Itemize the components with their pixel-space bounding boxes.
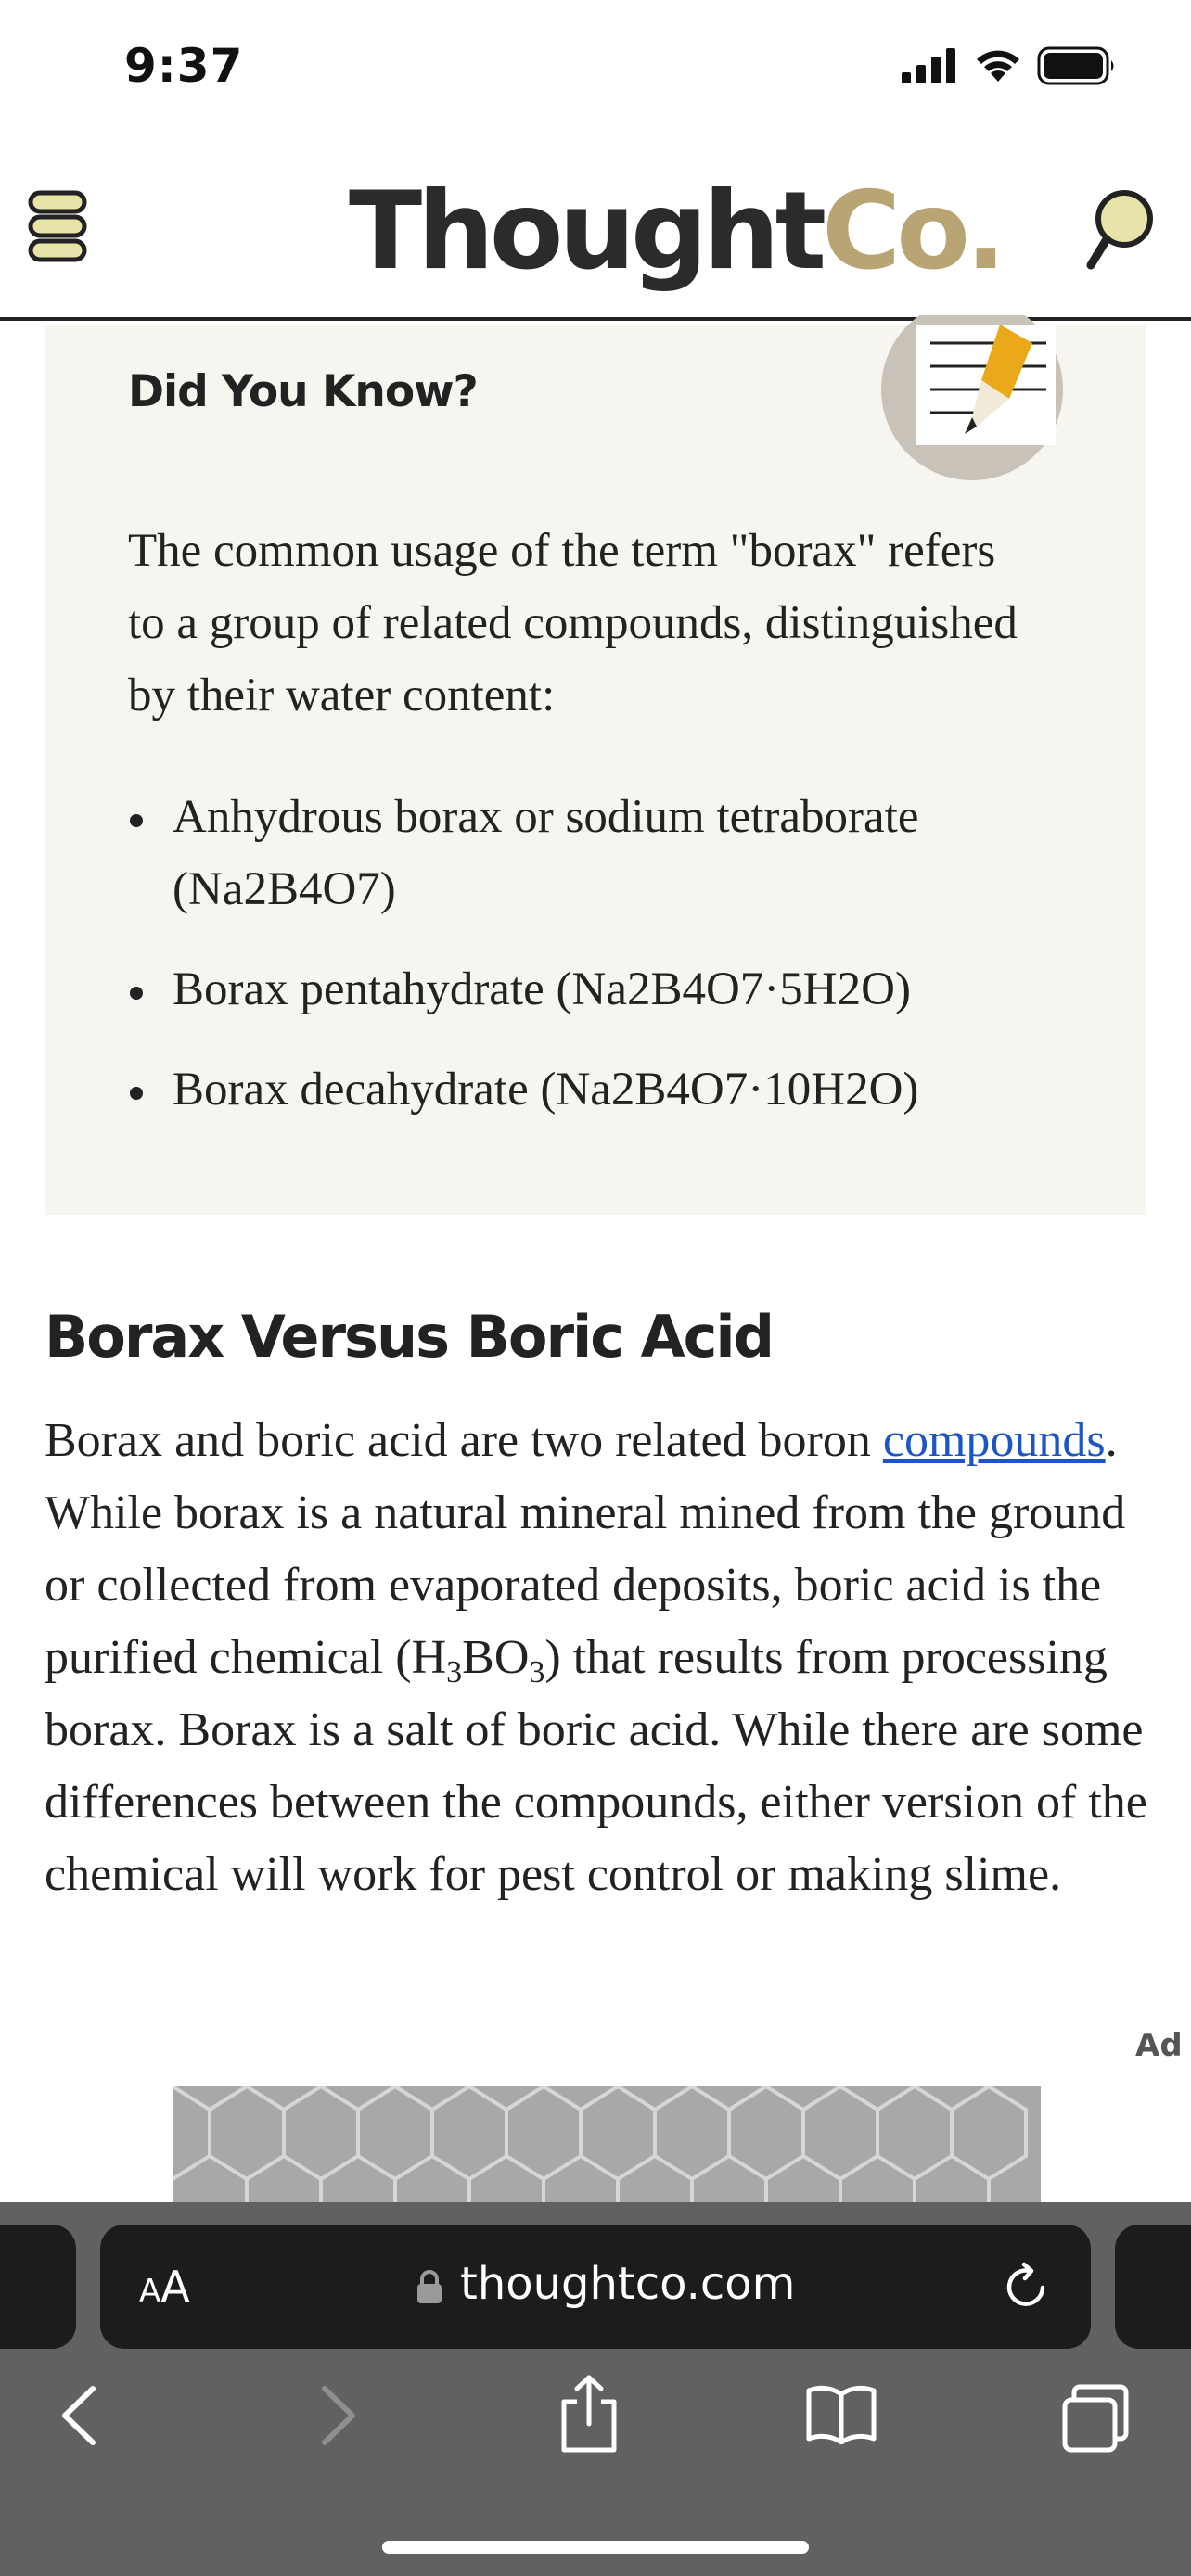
ad-banner[interactable]: [173, 2086, 1041, 2207]
did-you-know-box: [45, 325, 1146, 1215]
list-item: Borax pentahydrate (Na2B4O7·5H2O): [128, 953, 1111, 1026]
subscript: 3: [446, 1655, 463, 1690]
paragraph-text: Borax and boric acid are two related boron: [45, 1414, 883, 1467]
site-header: [0, 139, 1191, 321]
bookmarks-icon[interactable]: [805, 2383, 877, 2444]
url-text[interactable]: thoughtco.com: [460, 2258, 796, 2310]
section-heading: Borax Versus Boric Acid: [45, 1303, 773, 1371]
article-paragraph: [45, 1405, 1158, 1911]
logo-primary: Thought: [349, 169, 823, 294]
battery-icon: [1037, 46, 1117, 85]
tabs-icon[interactable]: [1061, 2383, 1132, 2454]
menu-icon[interactable]: [28, 189, 87, 263]
paragraph-text: ) that results from processing borax. Borax is a salt of boric acid. While there are some differences between the compounds, either version of the chemical will work for pest control or making slime.: [45, 1631, 1147, 1901]
wifi-icon: [974, 46, 1022, 83]
list-item: Borax decahydrate (Na2B4O7·10H2O): [128, 1053, 1111, 1126]
subscript: 3: [529, 1655, 545, 1690]
list-item: Anhydrous borax or sodium tetraborate (Na2B4O7): [128, 781, 1111, 925]
text-size-big-glyph: A: [160, 2262, 190, 2312]
back-icon[interactable]: [52, 2383, 108, 2448]
hexagon-pattern-image: [173, 2086, 1041, 2207]
ad-label: Ad: [1135, 2027, 1183, 2064]
paragraph-text: BO: [462, 1631, 530, 1684]
next-tab-preview[interactable]: [1115, 2225, 1191, 2349]
reload-icon[interactable]: [1002, 2262, 1052, 2312]
status-bar: [0, 0, 1191, 139]
did-you-know-list: [128, 781, 1111, 1154]
share-icon[interactable]: [557, 2374, 621, 2454]
text-size-small-glyph: A: [139, 2273, 161, 2310]
previous-tab-preview[interactable]: [0, 2225, 76, 2349]
did-you-know-title: Did You Know?: [128, 366, 478, 417]
search-icon[interactable]: [1083, 187, 1158, 273]
text-size-button[interactable]: [139, 2262, 190, 2312]
did-you-know-text: The common usage of the term "borax" refers to a group of related compounds, distinguished by their water content:: [128, 525, 1018, 721]
home-indicator[interactable]: [382, 2541, 809, 2554]
forward-icon[interactable]: [310, 2383, 365, 2448]
notepad-pencil-icon: [879, 315, 1074, 491]
signal-icon: [902, 48, 957, 83]
lock-icon: [416, 2269, 443, 2304]
address-bar[interactable]: [100, 2225, 1091, 2349]
logo-accent: Co.: [822, 169, 1002, 294]
paragraph-text: . While borax is a natural mineral mined from the ground or collected from evaporated deposits, boric acid is the purified chemical (H: [45, 1414, 1126, 1684]
site-logo[interactable]: [349, 167, 1002, 296]
status-time: 9:37: [124, 39, 244, 93]
compounds-link[interactable]: compounds: [882, 1414, 1106, 1467]
